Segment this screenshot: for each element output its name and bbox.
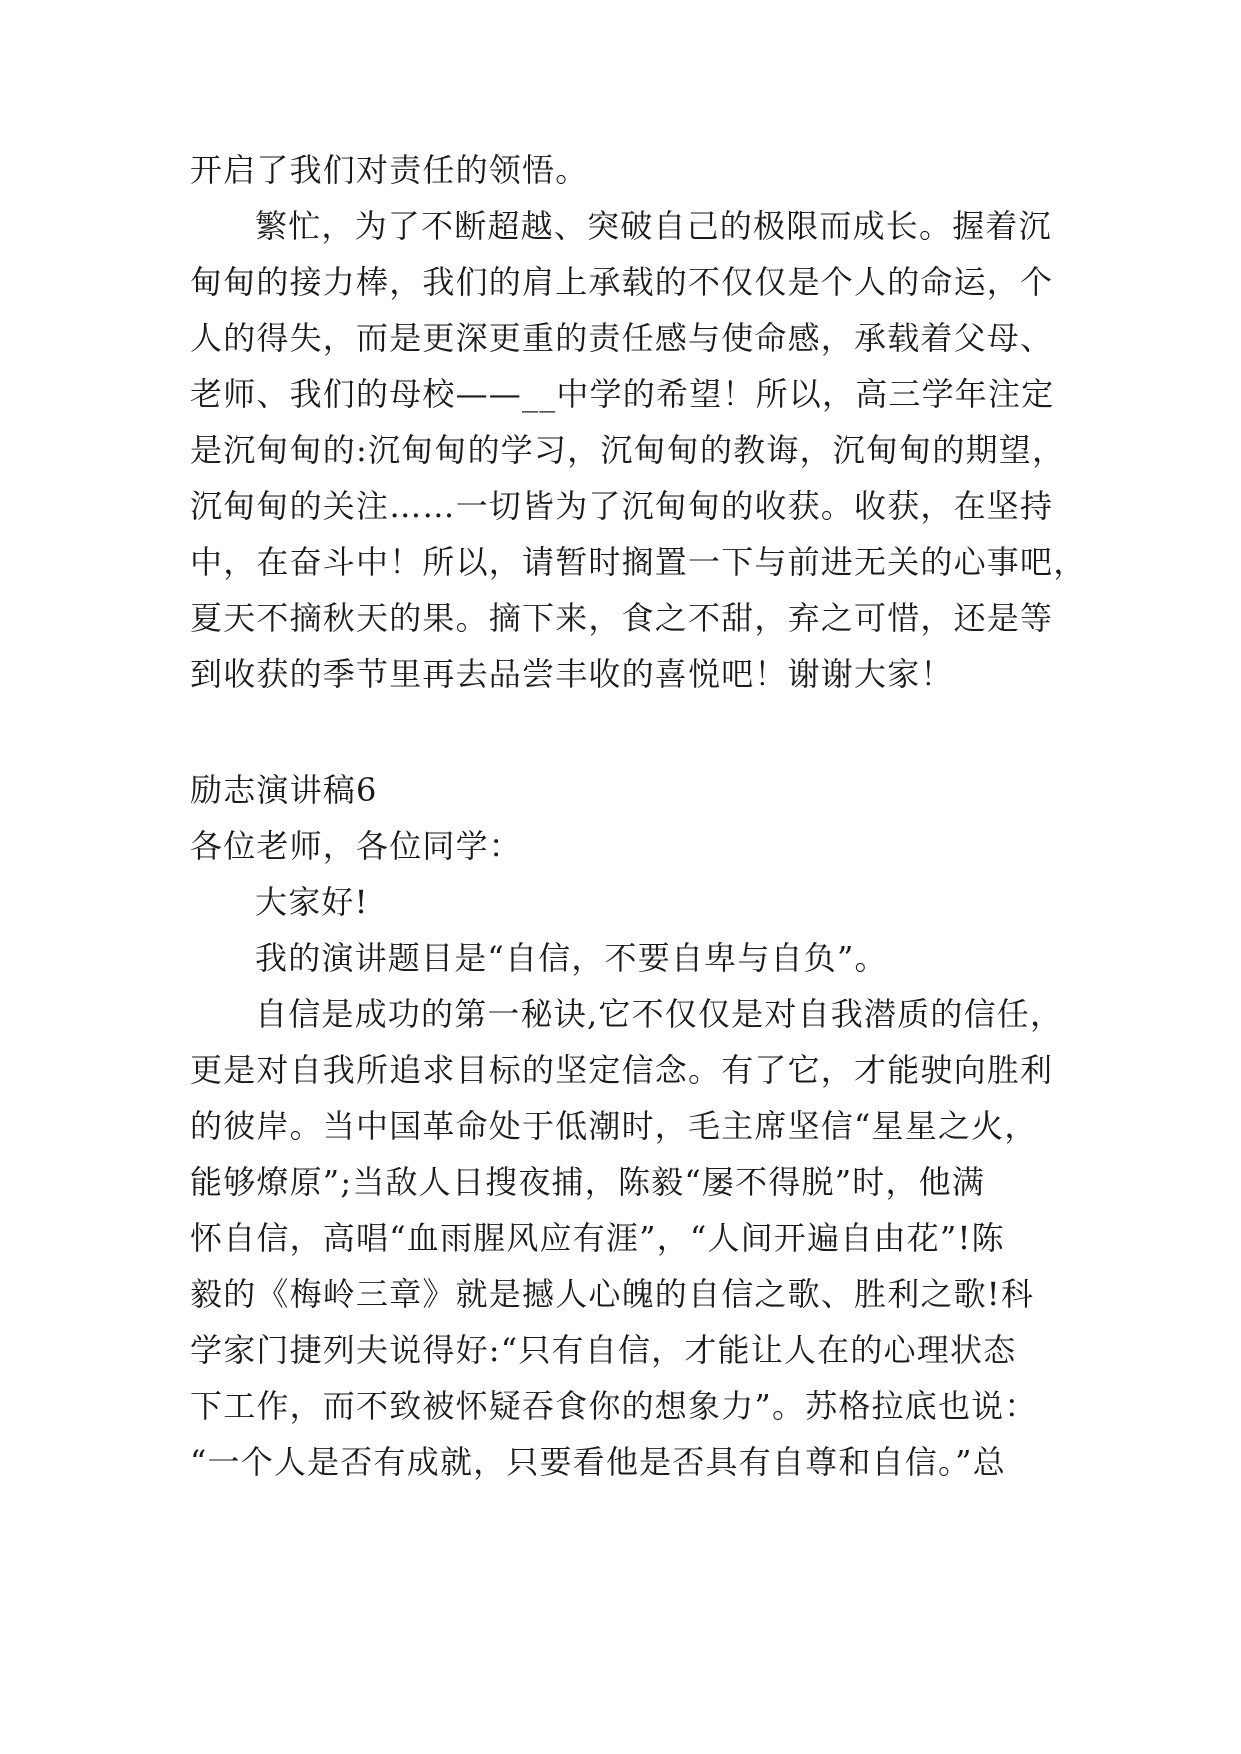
greeting: 大家好!	[255, 883, 369, 921]
section-heading: 励志演讲稿6	[190, 771, 378, 809]
paragraph-line: 繁忙，为了不断超越、突破自己的极限而成长。握着沉	[255, 207, 1052, 245]
text-line: 学家门捷列夫说得好:“只有自信，才能让人在的心理状态	[190, 1331, 1017, 1369]
text-line: 人的得失，而是更深更重的责任感与使命感，承载着父母、	[190, 319, 1054, 357]
text-line: “一个人是否有成就，只要看他是否具有自尊和自信。”总	[190, 1443, 1006, 1481]
text-line: 毅的《梅岭三章》就是撼人心魄的自信之歌、胜利之歌!科	[190, 1275, 1035, 1313]
text-line: 到收获的季节里再去品尝丰收的喜悦吧！谢谢大家！	[190, 655, 954, 693]
text-line: 老师、我们的母校——__中学的希望！所以，高三学年注定	[190, 375, 1055, 413]
paragraph-line: 自信是成功的第一秘诀,它不仅仅是对自我潜质的信任，	[255, 995, 1064, 1033]
text-line: 开启了我们对责任的领悟。	[190, 151, 589, 189]
text-line: 下工作，而不致被怀疑吞食你的想象力”。苏格拉底也说：	[190, 1387, 1038, 1425]
text-line: 甸甸的接力棒，我们的肩上承载的不仅仅是个人的命运，个	[190, 263, 1054, 301]
speech-topic: 我的演讲题目是“自信，不要自卑与自负”。	[255, 939, 888, 977]
text-line: 夏天不摘秋天的果。摘下来，食之不甜，弃之可惜，还是等	[190, 599, 1054, 637]
text-line: 的彼岸。当中国革命处于低潮时，毛主席坚信“星星之火，	[190, 1107, 1038, 1145]
text-line: 中，在奋斗中！所以，请暂时搁置一下与前进无关的心事吧，	[190, 543, 1087, 581]
text-line: 怀自信，高唱“血雨腥风应有涯”，“人间开遍自由花”!陈	[190, 1219, 1005, 1257]
text-line: 沉甸甸的关注……一切皆为了沉甸甸的收获。收获，在坚持	[190, 487, 1054, 525]
text-line: 能够燎原”;当敌人日搜夜捕，陈毅“屡不得脱”时，他满	[190, 1163, 986, 1201]
salutation: 各位老师，各位同学：	[190, 827, 523, 865]
text-line: 是沉甸甸的:沉甸甸的学习，沉甸甸的教诲，沉甸甸的期望，	[190, 431, 1066, 469]
text-line: 更是对自我所追求目标的坚定信念。有了它，才能驶向胜利	[190, 1051, 1054, 1089]
